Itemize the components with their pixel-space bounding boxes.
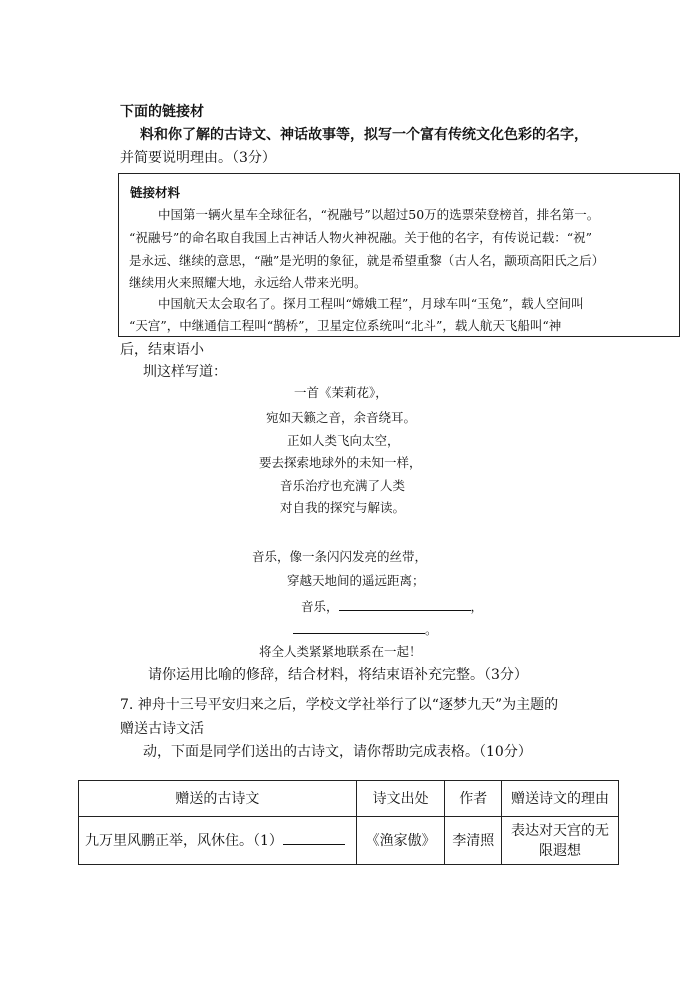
question7-line-2: 赠送古诗文活	[120, 721, 204, 737]
poem-line-1: 一首《茉莉花》，	[294, 385, 388, 400]
table-row	[79, 817, 619, 865]
material-line-4: 继续用火来照耀大地，永远给人带来光明。	[129, 275, 367, 290]
cell-verse	[79, 817, 357, 865]
poem-line-9-end: ，	[470, 599, 484, 614]
question7-line-3: 动，下面是同学们送出的古诗文，请你帮助完成表格。（10分）	[143, 744, 532, 760]
poem-line-9-text: 音乐，	[301, 599, 339, 614]
poem-line-9	[301, 596, 483, 615]
material-line-2: “祝融号”的命名取自我国上古神话人物火神祝融。关于他的名字，有传说记载：“祝”	[129, 230, 593, 245]
poem-line-2: 宛如天籁之音，余音绕耳。	[266, 410, 417, 425]
reason-line-2: 限遐想	[539, 842, 582, 859]
material-line-3: 是永远、继续的意思，“融”是光明的象征，就是希望重黎（古人名，颛顼高阳氏之后）	[129, 253, 605, 268]
poem-blank-2[interactable]	[293, 619, 425, 634]
after-box-line-1: 后，结束语小	[120, 342, 204, 358]
material-line-1: 中国第一辆火星车全球征名，“祝融号”以超过50万的选票荣登榜首，排名第一。	[158, 207, 600, 222]
material-line-6: “天宫”，中继通信工程叫“鹊桥”，卫星定位系统叫“北斗”，载人航天飞船叫“神	[129, 318, 562, 333]
material-line-5: 中国航天太会取名了。探月工程叫“嫦娥工程”，月球车叫“玉兔”，载人空间叫	[158, 296, 584, 311]
verse-blank[interactable]	[283, 830, 345, 845]
cell-source: 《渔家傲》	[356, 817, 445, 865]
header-verse: 赠送的古诗文	[79, 781, 357, 817]
material-heading: 链接材料	[130, 185, 181, 200]
poem-line-10-end: 。	[425, 622, 438, 637]
poem-line-4: 要去探索地球外的未知一样，	[259, 455, 422, 470]
after-box-line-2: 圳这样写道：	[143, 364, 227, 380]
cell-author: 李清照	[445, 817, 502, 865]
cell-reason	[502, 817, 619, 865]
poem-line-3: 正如人类飞向太空，	[287, 433, 400, 448]
gift-table	[78, 780, 619, 865]
task-line: 请你运用比喻的修辞，结合材料，将结束语补充完整。（3分）	[148, 667, 528, 683]
reason-line-1: 表达对天宫的无	[511, 822, 610, 839]
intro-line-1: 下面的链接材	[120, 104, 204, 120]
poem-line-6: 对自我的探究与解读。	[280, 500, 406, 515]
header-reason: 赠送诗文的理由	[502, 781, 619, 817]
material-box	[118, 173, 680, 337]
intro-line-3: 并简要说明理由。（3分）	[120, 150, 276, 166]
poem-blank-1[interactable]	[339, 596, 471, 611]
poem-line-10	[293, 619, 438, 638]
header-author: 作者	[445, 781, 502, 817]
poem-line-5: 音乐治疗也充满了人类	[280, 478, 406, 493]
verse-text: 九万里风鹏正举，风休住。（1）	[85, 833, 283, 849]
header-source: 诗文出处	[356, 781, 445, 817]
poem-line-7: 音乐，像一条闪闪发亮的丝带，	[252, 549, 428, 564]
table-header-row	[79, 781, 619, 817]
poem-line-11: 将全人类紧紧地联系在一起！	[259, 644, 422, 659]
poem-line-8: 穿越天地间的遥远距离；	[287, 573, 425, 588]
question7-line-1: 7. 神舟十三号平安归来之后，学校文学社举行了以“逐梦九天”为主题的	[120, 697, 559, 713]
intro-line-2: 料和你了解的古诗文、神话故事等，拟写一个富有传统文化色彩的名字，	[140, 127, 588, 143]
